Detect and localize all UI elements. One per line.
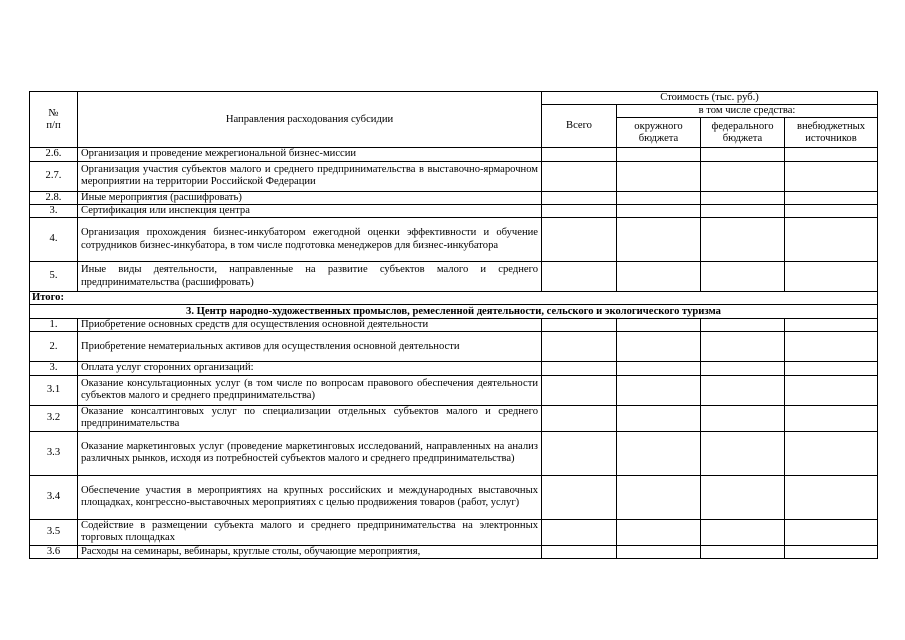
subsidy-expense-table-page <box>29 91 878 559</box>
amount-cell-district <box>617 362 701 375</box>
row-number: 3.1 <box>30 375 78 405</box>
amount-cell-extra <box>785 519 878 545</box>
amount-cell-extra <box>785 204 878 217</box>
row-number: 1. <box>30 319 78 332</box>
amount-cell-extra <box>785 431 878 475</box>
table-row <box>30 218 878 262</box>
row-number: 3.6 <box>30 545 78 558</box>
row-description: Организация и проведение межрегиональной бизнес-миссии <box>78 148 542 161</box>
amount-cell-extra <box>785 475 878 519</box>
row-description: Иные виды деятельности, направленные на развитие субъектов малого и среднего предпринимательства (расшифровать) <box>78 262 542 292</box>
amount-cell-federal <box>701 375 785 405</box>
header-cost: Стоимость (тыс. руб.) <box>542 92 878 105</box>
amount-cell-extra <box>785 362 878 375</box>
row-description: Оказание маркетинговых услуг (проведение маркетинговых исследований, направленных на анализ различных рынков, исходя из потребностей субъектов малого и среднего предпринимательства) <box>78 431 542 475</box>
row-description: Оказание консультационных услуг (в том числе по вопросам правового обеспечения деятельности субъектов малого и среднего предпринимательства) <box>78 375 542 405</box>
amount-cell-total <box>542 319 617 332</box>
table-row <box>30 204 878 217</box>
header-including: в том числе средства: <box>617 105 878 118</box>
header-row <box>30 92 878 105</box>
header-total: Всего <box>542 105 617 148</box>
amount-cell-federal <box>701 204 785 217</box>
amount-cell-district <box>617 545 701 558</box>
amount-cell-district <box>617 319 701 332</box>
row-description: Содействие в размещении субъекта малого и среднего предпринимательства на электронных торговых площадках <box>78 519 542 545</box>
amount-cell-federal <box>701 161 785 191</box>
amount-cell-district <box>617 148 701 161</box>
row-description: Оказание консалтинговых услуг по специализации отдельных субъектов малого и среднего предпринимательства <box>78 405 542 431</box>
subsidy-expense-table <box>29 91 878 559</box>
amount-cell-district <box>617 431 701 475</box>
amount-cell-total <box>542 431 617 475</box>
amount-cell-federal <box>701 405 785 431</box>
table-row <box>30 262 878 292</box>
amount-cell-extra <box>785 319 878 332</box>
amount-cell-total <box>542 148 617 161</box>
amount-cell-total <box>542 405 617 431</box>
amount-cell-total <box>542 475 617 519</box>
amount-cell-federal <box>701 262 785 292</box>
amount-cell-total <box>542 362 617 375</box>
amount-cell-total <box>542 519 617 545</box>
row-description: Обеспечение участия в мероприятиях на крупных российских и международных выставочных площадках, конгрессно-выставочных мероприятиях с целью продвижения товаров (работ, услуг) <box>78 475 542 519</box>
row-description: Организация участия субъектов малого и среднего предпринимательства в выставочно-ярмарочном мероприятии на территории Российской Федерации <box>78 161 542 191</box>
row-description: Организация прохождения бизнес-инкубатором ежегодной оценки эффективности и обучение сотрудников бизнес-инкубатора, в том числе подготовка менеджеров для бизнес-инкубатора <box>78 218 542 262</box>
amount-cell-extra <box>785 148 878 161</box>
amount-cell-district <box>617 204 701 217</box>
amount-cell-total <box>542 161 617 191</box>
table-row <box>30 191 878 204</box>
amount-cell-federal <box>701 148 785 161</box>
amount-cell-extra <box>785 332 878 362</box>
row-number: 3.5 <box>30 519 78 545</box>
row-number: 2. <box>30 332 78 362</box>
amount-cell-extra <box>785 405 878 431</box>
row-number: 3. <box>30 204 78 217</box>
table-row <box>30 319 878 332</box>
amount-cell-federal <box>701 319 785 332</box>
header-extra-budget: внебюджетных источников <box>785 118 878 148</box>
row-number: 4. <box>30 218 78 262</box>
table-row <box>30 148 878 161</box>
amount-cell-extra <box>785 191 878 204</box>
amount-cell-federal <box>701 218 785 262</box>
row-description: Сертификация или инспекция центра <box>78 204 542 217</box>
amount-cell-federal <box>701 519 785 545</box>
table-row <box>30 332 878 362</box>
amount-cell-district <box>617 161 701 191</box>
row-description: Приобретение основных средств для осуществления основной деятельности <box>78 319 542 332</box>
amount-cell-federal <box>701 475 785 519</box>
row-number: 5. <box>30 262 78 292</box>
row-number: 3.3 <box>30 431 78 475</box>
amount-cell-total <box>542 375 617 405</box>
amount-cell-extra <box>785 262 878 292</box>
table-body <box>30 92 878 559</box>
row-number: 3. <box>30 362 78 375</box>
table-row <box>30 519 878 545</box>
amount-cell-district <box>617 218 701 262</box>
table-row <box>30 431 878 475</box>
amount-cell-total <box>542 262 617 292</box>
total-row <box>30 292 878 305</box>
row-description: Расходы на семинары, вебинары, круглые столы, обучающие мероприятия, <box>78 545 542 558</box>
amount-cell-extra <box>785 161 878 191</box>
table-row <box>30 161 878 191</box>
amount-cell-district <box>617 191 701 204</box>
amount-cell-extra <box>785 218 878 262</box>
amount-cell-district <box>617 332 701 362</box>
amount-cell-extra <box>785 375 878 405</box>
amount-cell-federal <box>701 332 785 362</box>
amount-cell-district <box>617 475 701 519</box>
amount-cell-extra <box>785 545 878 558</box>
section-3-heading: 3. Центр народно-художественных промыслов, ремесленной деятельности, сельского и экологического туризма <box>30 305 878 319</box>
amount-cell-total <box>542 545 617 558</box>
table-row <box>30 362 878 375</box>
row-description: Приобретение нематериальных активов для осуществления основной деятельности <box>78 332 542 362</box>
header-district-budget: окружного бюджета <box>617 118 701 148</box>
amount-cell-district <box>617 405 701 431</box>
amount-cell-district <box>617 519 701 545</box>
row-number: 2.7. <box>30 161 78 191</box>
row-description: Иные мероприятия (расшифровать) <box>78 191 542 204</box>
row-number: 2.6. <box>30 148 78 161</box>
section-row <box>30 305 878 319</box>
amount-cell-district <box>617 262 701 292</box>
row-description: Оплата услуг сторонних организаций: <box>78 362 542 375</box>
row-number: 2.8. <box>30 191 78 204</box>
total-label: Итого: <box>30 292 878 305</box>
amount-cell-district <box>617 375 701 405</box>
table-row <box>30 405 878 431</box>
table-row <box>30 545 878 558</box>
amount-cell-total <box>542 204 617 217</box>
header-num: № п/п <box>30 92 78 148</box>
header-federal-budget: федерального бюджета <box>701 118 785 148</box>
table-row <box>30 475 878 519</box>
amount-cell-total <box>542 332 617 362</box>
row-number: 3.4 <box>30 475 78 519</box>
amount-cell-total <box>542 218 617 262</box>
amount-cell-federal <box>701 191 785 204</box>
table-row <box>30 375 878 405</box>
amount-cell-federal <box>701 431 785 475</box>
amount-cell-total <box>542 191 617 204</box>
amount-cell-federal <box>701 362 785 375</box>
row-number: 3.2 <box>30 405 78 431</box>
amount-cell-federal <box>701 545 785 558</box>
header-direction: Направления расходования субсидии <box>78 92 542 148</box>
